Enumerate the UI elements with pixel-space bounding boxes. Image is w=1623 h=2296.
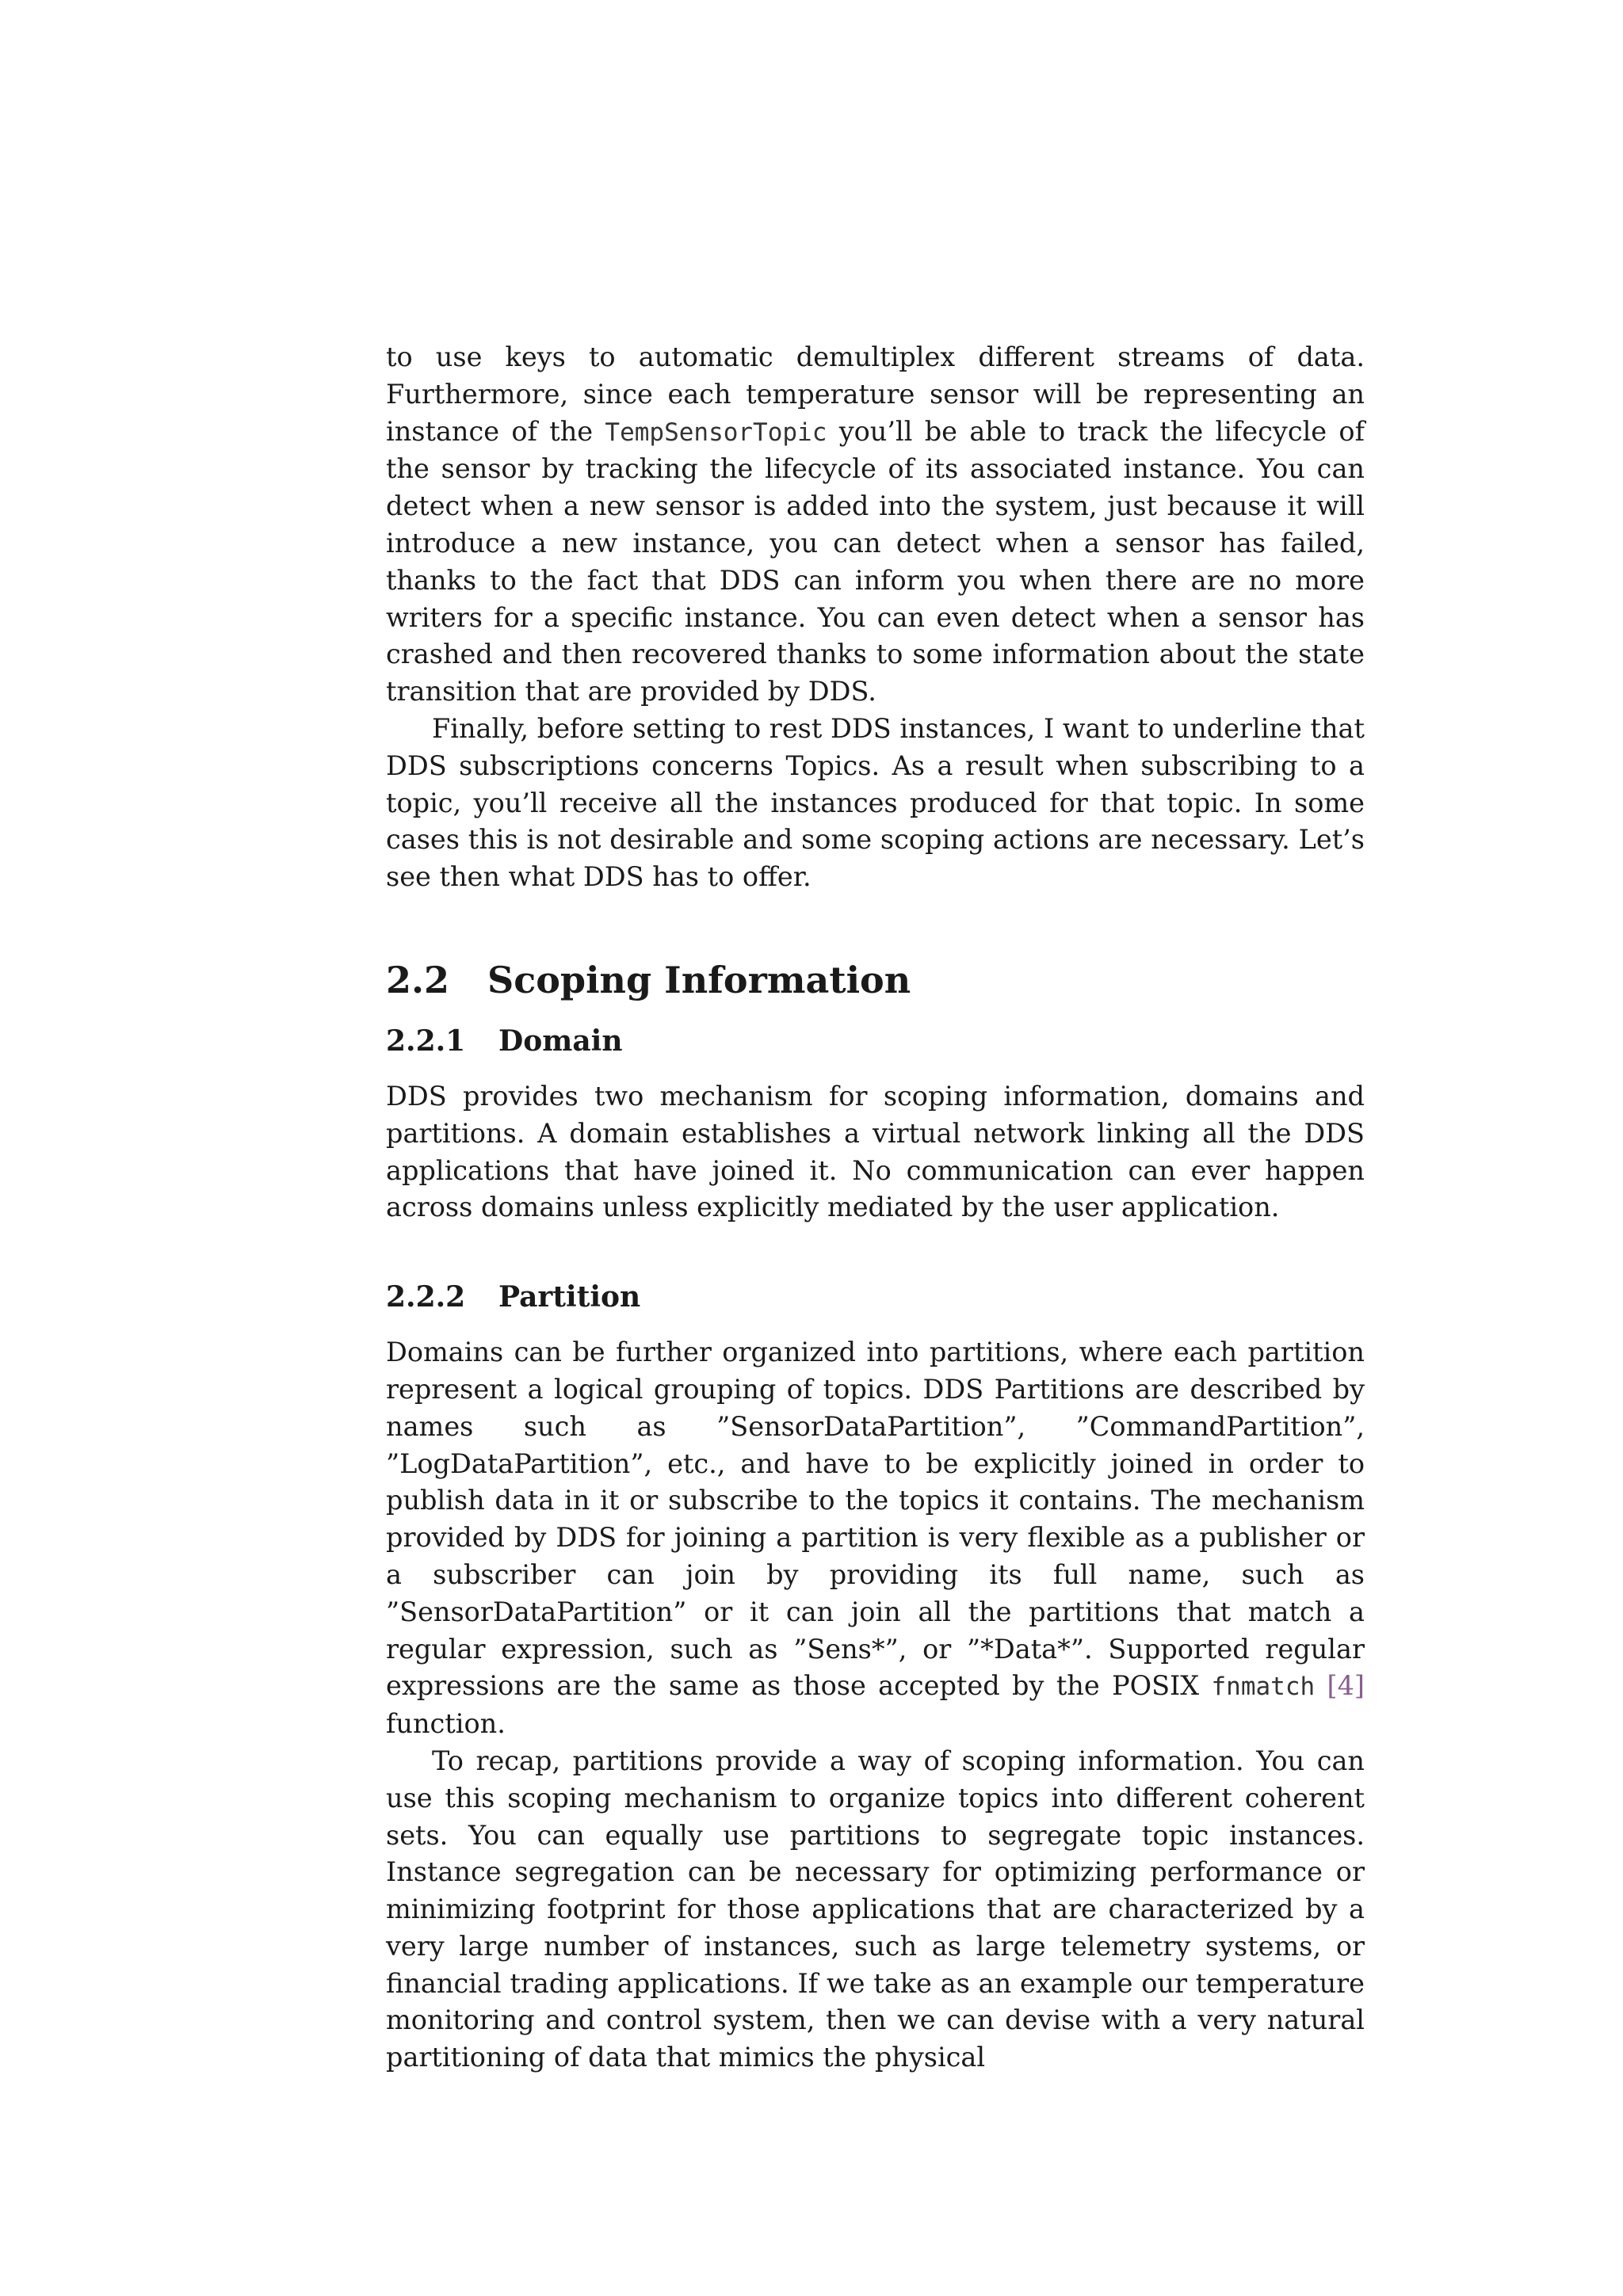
- paragraph-text: Domains can be further organized into partitions, where each partition represent a logical grouping of topics. DDS Partitions are described by names such as ”SensorDataPartition”, ”CommandPartition”, ”LogDataPartition”, etc., and have to be explicitly joined in order to publish data in it or subscribe to the topics it contains. The mechanism provided by DDS for joining a partition is very flexible as a publisher or a subscriber can join by providing its full name, such as ”SensorDataPartition” or it can join all the partitions that match a regular expression, such as ”Sens*”, or ”*Data*”. Supported regular expressions are the same as those accepted by the POSIX: [386, 1337, 1365, 1702]
- subsection-title: Partition: [498, 1280, 641, 1314]
- paragraph-recap: To recap, partitions provide a way of scoping information. You can use this scoping mechanism to organize topics into different coherent sets. You can equally use partitions to segregate topic instances. Instance segregation can be necessary for optimizing performance or minimizing footprint for those applications that are characterized by a very large number of instances, such as large telemetry systems, or financial trading applications. If we take as an example our temperature monitoring and control system, then we can devise with a very natural partitioning of data that mimics the physical: [386, 1745, 1365, 2073]
- citation-link[interactable]: [4]: [1327, 1670, 1365, 1702]
- code-fnmatch: fnmatch: [1211, 1672, 1316, 1702]
- code-temp-sensor-topic: TempSensorTopic: [605, 418, 827, 447]
- subsection-number: 2.2.2: [386, 1280, 466, 1314]
- subsection-heading-domain: [386, 1021, 1365, 1061]
- subsection-heading-partition: [386, 1277, 1365, 1317]
- subsection-number: 2.2.1: [386, 1024, 466, 1058]
- paragraph-domain: DDS provides two mechanism for scoping information, domains and partitions. A domain establishes a virtual network linking all the DDS applications that have joined it. No communication can ever happen across domains unless explicitly mediated by the user application.: [386, 1080, 1365, 1223]
- paragraph-text: function.: [386, 1708, 506, 1740]
- paragraph-text: you’ll be able to track the lifecycle of the sensor by tracking the lifecycle of its associated instance. You can detect when a new sensor is added into the system, just because it will introduce a new instance, you can detect when a sensor has failed, thanks to the fact that DDS can inform you when there are no more writers for a specific instance. You can even detect when a sensor has crashed and then recovered thanks to some information about the state transition that are provided by DDS.: [386, 415, 1365, 707]
- paragraph-scoping-intro: Finally, before setting to rest DDS instances, I want to underline that DDS subscriptions concerns Topics. As a result when subscribing to a topic, you’ll receive all the instances produced for that topic. In some cases this is not desirable and some scoping actions are necessary. Let’s see then what DDS has to offer.: [386, 712, 1365, 893]
- paragraph-text: to use keys to automatic demultiplex different streams of data. Furthermore, since each temperature sensor will be representing an instance of the: [386, 341, 1365, 447]
- paragraph-partition: [386, 1334, 1365, 1743]
- section-number: 2.2: [386, 958, 450, 1001]
- space: [1315, 1670, 1327, 1701]
- subsection-title: Domain: [498, 1024, 623, 1058]
- section-title: Scoping Information: [487, 958, 911, 1001]
- paragraph-lifecycle: [386, 339, 1365, 711]
- section-heading: [386, 958, 1365, 1002]
- text-column: [386, 339, 1365, 2077]
